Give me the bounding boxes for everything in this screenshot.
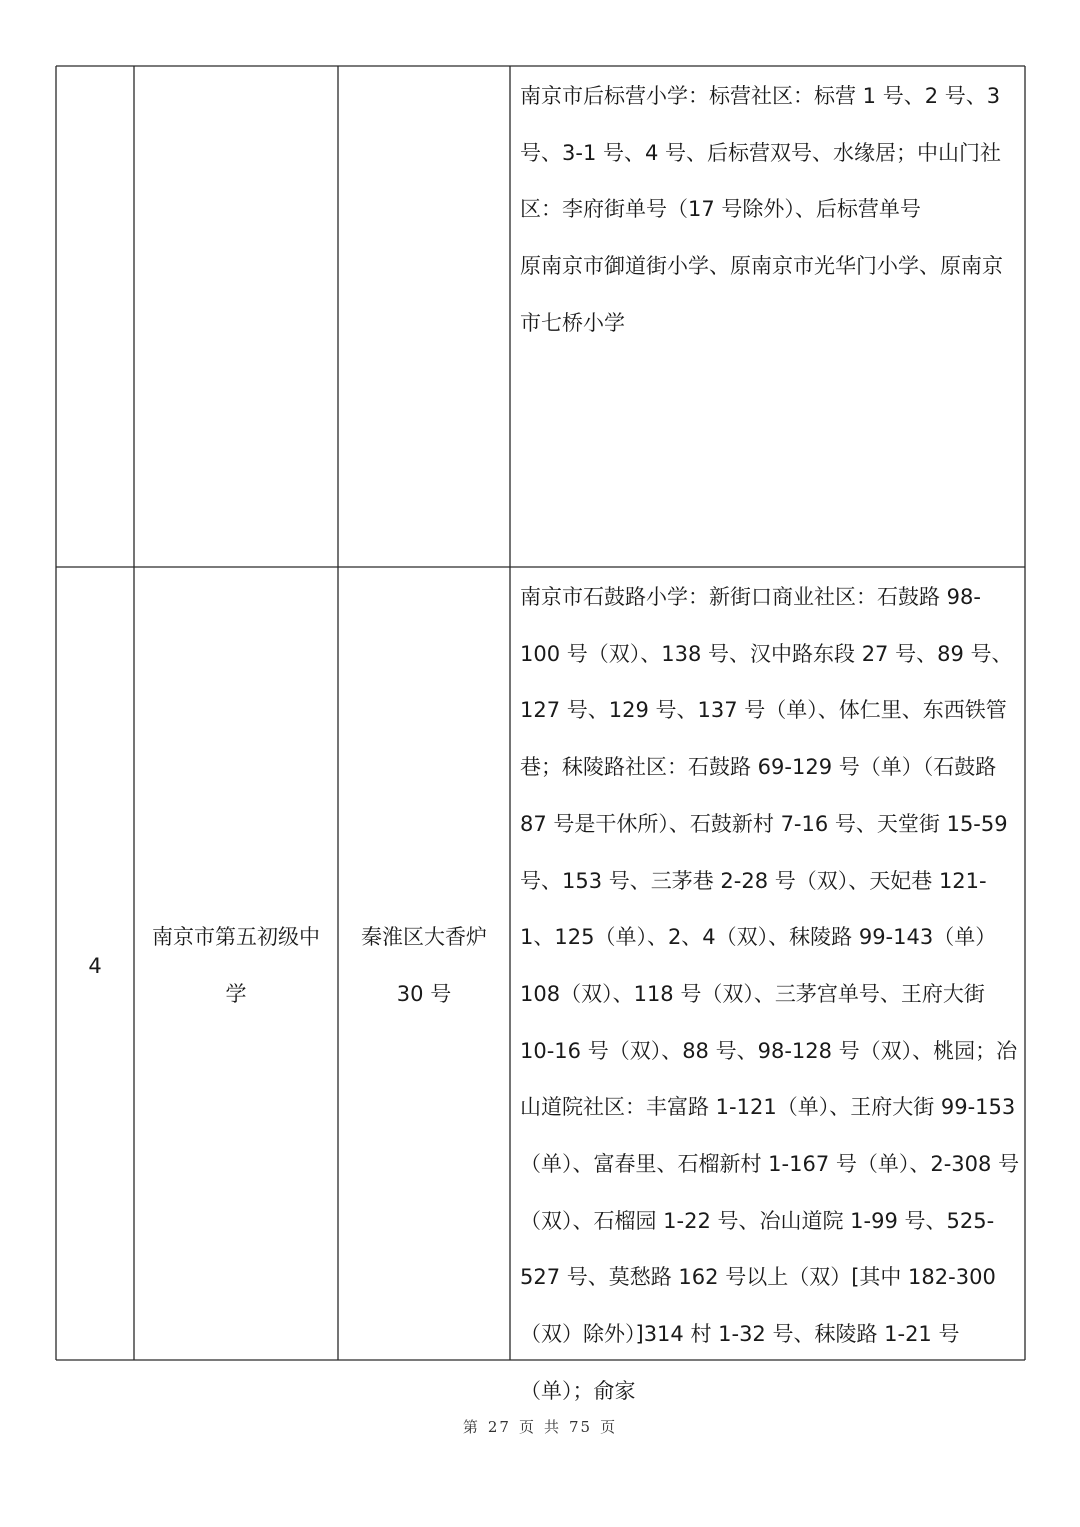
school-address: 秦淮区大香炉 30 号: [361, 925, 487, 1006]
district-paragraph: 原南京市御道街小学、原南京市光华门小学、原南京市七桥小学: [520, 254, 1003, 335]
district-paragraph: 南京市石鼓路小学：新街口商业社区：石鼓路 98-100 号（双）、138 号、汉中路东段 27 号、89 号、127 号、129 号、137 号（单）、体仁里、东西铁管巷；秣陵路社区：石鼓路 69-129 号（单）（石鼓路 87 号是干休所）、石鼓新村 7-16 号、天堂街 15-59 号、153 号、三茅巷 2-28 号（双）、天妃巷 121-1、125（单）、2、4（双）、秣陵路 99-143（单）108（双）、118 号（双）、三茅宫单号、王府大街 10-16 号（双）、88 号、98-128 号（双）、桃园；冶山道院社区：丰富路 1-121（单）、王府大街 99-153（单）、富春里、石榴新村 1-167 号（单）、2-308 号（双）、石榴园 1-22 号、冶山道院 1-99 号、525-527 号、莫愁路 162 号以上（双）[其中 182-300（双）除外）]314 村 1-32 号、秣陵路 1-21 号（单）；俞家: [520, 585, 1020, 1403]
district-cell: [520, 569, 1020, 1420]
district-cell: [520, 68, 1020, 352]
page-number: 27: [487, 1418, 511, 1436]
row-number: 4: [88, 954, 102, 978]
school-name: 南京市第五初级中学: [152, 925, 320, 1006]
page-footer: 第 27 页 共 75 页: [462, 1418, 618, 1436]
page-total: 75: [569, 1418, 593, 1436]
district-paragraph: 南京市后标营小学：标营社区：标营 1 号、2 号、3 号、3-1 号、4 号、后标营双号、水缘居；中山门社区：李府街单号（17 号除外）、后标营单号: [520, 84, 1002, 222]
